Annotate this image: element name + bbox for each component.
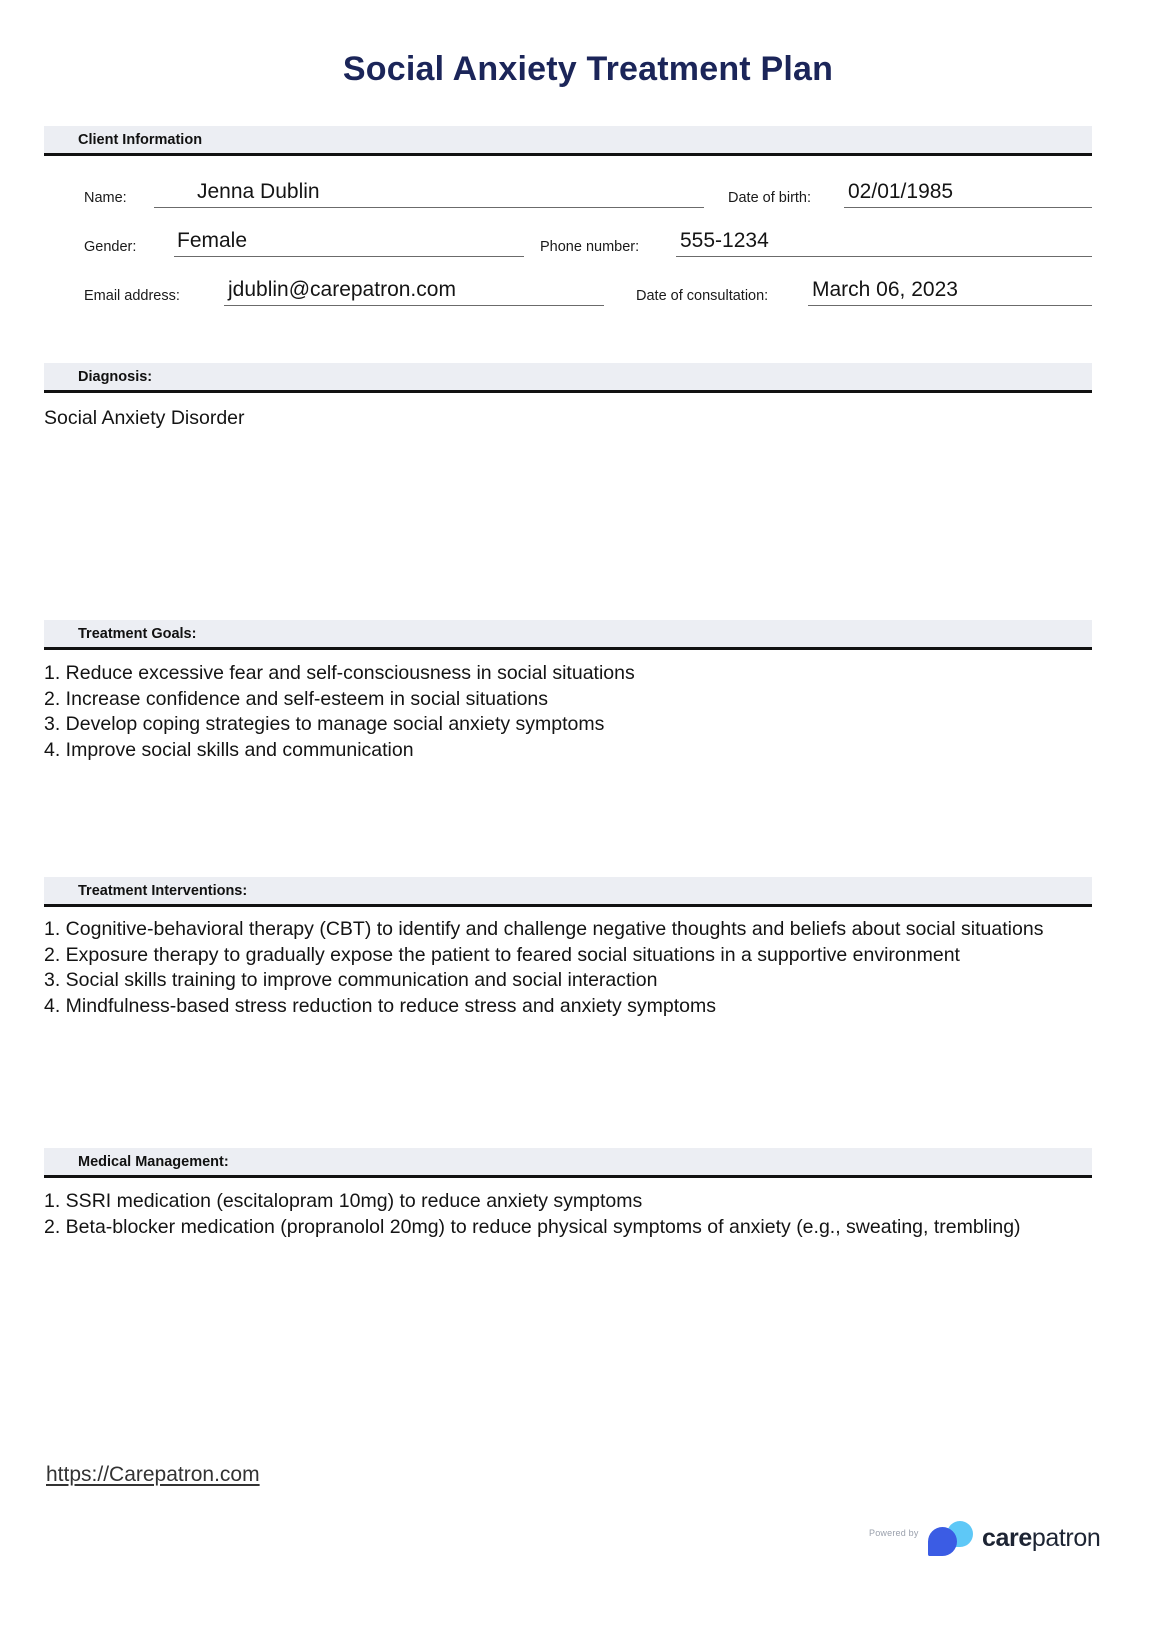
field-label-name: Name: bbox=[84, 190, 127, 206]
field-label-date-of-consultation: Date of consultation: bbox=[636, 288, 769, 304]
section-title-client-information: Client Information bbox=[78, 132, 203, 148]
section-title-treatment-interventions: Treatment Interventions: bbox=[78, 883, 248, 899]
field-email-address[interactable] bbox=[44, 270, 604, 306]
field-value-phone-number: 555-1234 bbox=[680, 229, 769, 252]
treatment-intervention-item: 1. Cognitive-behavioral therapy (CBT) to identify and challenge negative thoughts and beliefs about social situations bbox=[44, 918, 1044, 940]
section-header-client-information bbox=[44, 126, 1092, 156]
section-header-medical-management bbox=[44, 1148, 1092, 1178]
field-label-phone-number: Phone number: bbox=[540, 239, 640, 255]
field-value-email-address: jdublin@carepatron.com bbox=[228, 278, 456, 301]
field-label-gender: Gender: bbox=[84, 239, 137, 255]
treatment-intervention-item: 2. Exposure therapy to gradually expose the patient to feared social situations in a supportive environment bbox=[44, 943, 960, 966]
carepatron-mark-icon bbox=[928, 1520, 974, 1556]
page-title: Social Anxiety Treatment Plan bbox=[342, 50, 834, 88]
medical-management-item: 2. Beta-blocker medication (propranolol 20mg) to reduce physical symptoms of anxiety (e.g., sweating, trembling) bbox=[44, 1215, 1021, 1238]
section-title-medical-management: Medical Management: bbox=[78, 1154, 229, 1170]
field-underline-gender bbox=[174, 256, 524, 257]
field-date-of-consultation[interactable] bbox=[636, 270, 1092, 306]
field-name[interactable] bbox=[44, 172, 704, 208]
treatment-intervention-item: 3. Social skills training to improve communication and social interaction bbox=[44, 969, 658, 991]
treatment-goal-item: 4. Improve social skills and communication bbox=[44, 738, 414, 761]
logo-blob-dark bbox=[928, 1527, 957, 1556]
section-header-treatment-interventions bbox=[44, 877, 1092, 907]
field-label-date-of-birth: Date of birth: bbox=[728, 190, 812, 206]
field-underline-date-of-birth bbox=[844, 207, 1092, 208]
treatment-goal-item: 2. Increase confidence and self-esteem in social situations bbox=[44, 687, 549, 710]
section-title-diagnosis: Diagnosis: bbox=[78, 369, 153, 385]
field-underline-date-of-consultation bbox=[808, 305, 1092, 306]
treatment-interventions-content bbox=[44, 917, 1092, 1019]
carepatron-logo bbox=[928, 1520, 1100, 1556]
section-header-treatment-goals bbox=[44, 620, 1092, 650]
carepatron-wordmark bbox=[982, 1524, 1100, 1553]
field-value-gender: Female bbox=[177, 229, 248, 252]
medical-management-content bbox=[44, 1189, 1092, 1240]
wordmark-patron: patron bbox=[1031, 1523, 1101, 1552]
treatment-goal-item: 1. Reduce excessive fear and self-consciousness in social situations bbox=[44, 662, 635, 684]
field-underline-phone-number bbox=[676, 256, 1092, 257]
treatment-intervention-item: 4. Mindfulness-based stress reduction to reduce stress and anxiety symptoms bbox=[44, 994, 716, 1017]
treatment-goals-content bbox=[44, 661, 1092, 763]
field-value-date-of-consultation: March 06, 2023 bbox=[812, 278, 958, 301]
section-title-treatment-goals: Treatment Goals: bbox=[78, 626, 197, 642]
diagnosis-line: Social Anxiety Disorder bbox=[44, 407, 245, 429]
footer-website-link[interactable]: https://Carepatron.com bbox=[46, 1463, 260, 1486]
wordmark-care: care bbox=[982, 1523, 1032, 1552]
treatment-goal-item: 3. Develop coping strategies to manage social anxiety symptoms bbox=[44, 713, 605, 735]
powered-by-label: Powered by bbox=[869, 1528, 919, 1538]
medical-management-item: 1. SSRI medication (escitalopram 10mg) to reduce anxiety symptoms bbox=[44, 1190, 643, 1212]
field-phone-number[interactable] bbox=[540, 221, 1092, 257]
field-gender[interactable] bbox=[44, 221, 524, 257]
section-header-diagnosis bbox=[44, 363, 1092, 393]
diagnosis-content bbox=[44, 406, 1092, 432]
field-label-email-address: Email address: bbox=[84, 288, 180, 304]
field-underline-name bbox=[154, 207, 704, 208]
field-date-of-birth[interactable] bbox=[728, 172, 1092, 208]
field-value-date-of-birth: 02/01/1985 bbox=[848, 180, 954, 203]
field-underline-email-address bbox=[224, 305, 604, 306]
field-value-name: Jenna Dublin bbox=[197, 180, 320, 203]
